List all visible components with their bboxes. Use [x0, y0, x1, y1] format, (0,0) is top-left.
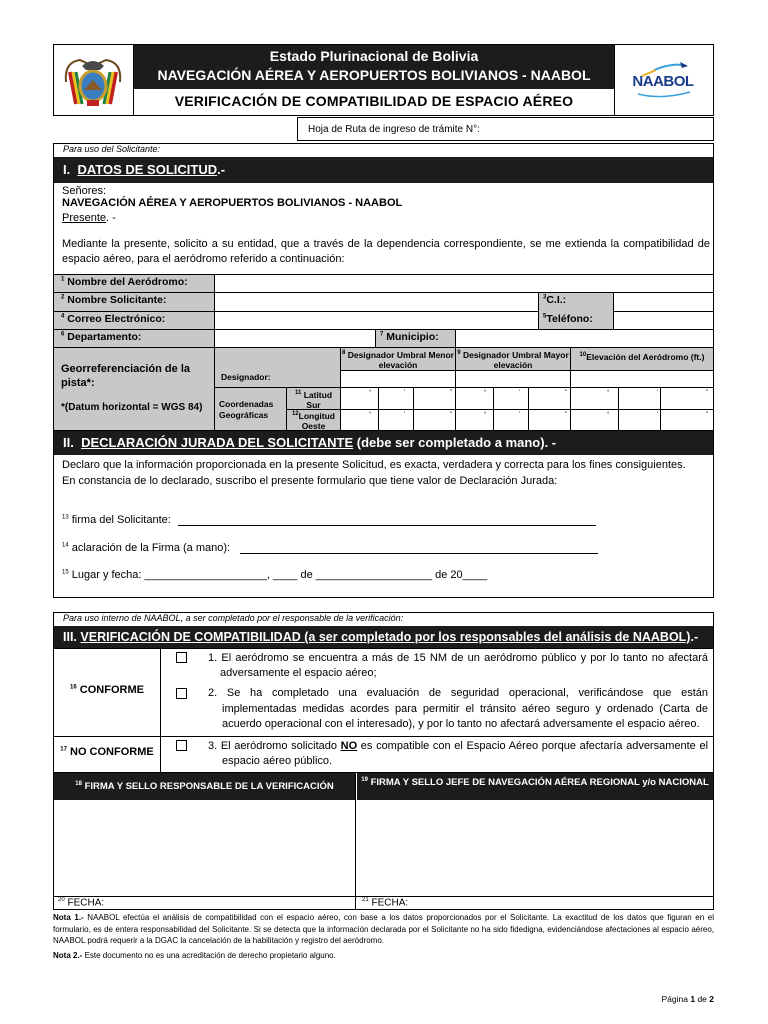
checkbox-item2[interactable] [176, 688, 187, 699]
conforme-label [54, 684, 160, 696]
geo-datum: *(Datum horizontal = WGS 84) [61, 402, 203, 413]
senores: Señores: [62, 185, 107, 197]
departamento-input[interactable] [215, 330, 375, 347]
item3-text [208, 739, 708, 769]
section1-title-suffix: .- [217, 162, 226, 177]
n6: 6 [61, 331, 65, 338]
coat-of-arms-logo [60, 52, 126, 112]
presente: Presente [62, 212, 107, 224]
sec: " [450, 412, 453, 418]
n17: 17 [60, 746, 67, 753]
header-line1: Estado Plurinacional de Bolivia [269, 48, 479, 64]
nota2-label: Nota 2.- [53, 951, 83, 960]
coord-lat-elev[interactable] [571, 388, 713, 409]
item1-text: 1. El aeródromo se encuentra a más de 15 NM de un aeródromo público y por lo tanto no afectará adversamente el espacio aéreo; [208, 652, 708, 679]
firma: firma del Solicitante: [71, 514, 171, 526]
section1-title-row [63, 162, 225, 177]
section2-title-row [63, 435, 556, 450]
fecha2: FECHA: [371, 897, 409, 909]
nota2 [53, 951, 714, 960]
presente-suffix: . - [106, 212, 116, 224]
section2-num: II. [63, 435, 74, 450]
lat: Latitud Sur [303, 389, 333, 410]
f5: Teléfono: [546, 313, 593, 325]
de: de [695, 994, 710, 1004]
mayor: Designador Umbral Mayor elevación [462, 349, 569, 370]
n20: 20 [58, 897, 65, 903]
fecha1-label [58, 897, 104, 908]
n13: 13 [62, 514, 69, 521]
deg: ° [369, 390, 372, 396]
firma-label [62, 514, 171, 526]
f2: Nombre Solicitante: [67, 294, 167, 306]
f7: Municipio: [386, 331, 439, 343]
coord-lat-menor[interactable] [341, 388, 455, 409]
n14: 14 [62, 542, 69, 549]
n2: 2 [61, 294, 65, 301]
n11: 11 [294, 390, 302, 396]
page-footer [600, 994, 714, 1004]
page-title: VERIFICACIÓN DE COMPATIBILIDAD DE ESPACIO AÉREO [174, 93, 574, 109]
coord-lat-mayor[interactable] [456, 388, 570, 409]
telefono-input[interactable] [614, 312, 713, 329]
deg: ° [607, 412, 610, 418]
min: ' [657, 412, 659, 418]
n19: 19 [361, 777, 368, 783]
field-departamento-label [61, 331, 141, 343]
geo-hline-370 [340, 370, 713, 371]
field-ci-label [543, 294, 566, 306]
firma-resp: FIRMA Y SELLO RESPONSABLE DE LA VERIFICACIÓN [84, 781, 334, 793]
section3-num: III. [63, 630, 77, 644]
coord-lon-mayor[interactable] [456, 410, 570, 430]
section1-title: DATOS DE SOLICITUD [77, 162, 218, 177]
geo-coordenadas: Coordenadas Geográficas [219, 399, 274, 420]
verif-vline-160 [160, 648, 161, 772]
n1: 1 [61, 276, 65, 283]
naabol-logo-text: NAABOL [632, 73, 694, 90]
n9: 9 [457, 350, 461, 356]
sec: " [565, 390, 568, 396]
lugar: Lugar y fecha: ____________________, ____ de ___________________ de 20____ [71, 569, 488, 581]
section1-body: Mediante la presente, solicito a su entidad, que a través de la dependencia correspondiente, se me extienda la compatibilidad de espacio aéreo, para el aeródromo referido a continuación: [62, 238, 710, 265]
section1-num: I. [63, 162, 71, 177]
section1-uso: Para uso del Solicitante: [63, 144, 161, 154]
nota1 [53, 912, 714, 947]
lugar-fecha [62, 569, 487, 581]
aerodromo-input[interactable] [215, 275, 713, 292]
section3-title-row [63, 630, 698, 644]
n16: 16 [70, 684, 77, 691]
no-conforme-label [54, 746, 160, 758]
section3-title-suffix: (a ser completado por los responsables del análisis de NAABOL) [304, 630, 691, 644]
presente-row [62, 212, 116, 224]
section2-body1: Declaro que la información proporcionada en la presente Solicitud, es exacta, verdadera y correcta para los fines consiguientes. [62, 459, 686, 471]
section2-body2: En constancia de lo declarado, suscribo el presente formulario que tiene valor de Declaración Jurada: [62, 475, 558, 487]
firma-jefe-area[interactable] [356, 801, 713, 896]
page-total: 2 [709, 994, 714, 1004]
solicitante-input[interactable] [215, 293, 538, 311]
f4: Correo Electrónico: [67, 313, 166, 325]
field-telefono-label [543, 313, 593, 325]
section2-title: DECLARACIÓN JURADA DEL SOLICITANTE [81, 435, 354, 450]
sec: " [706, 412, 709, 418]
ci-vline-a [538, 292, 539, 329]
geo-mayor-header [456, 348, 570, 370]
item3-no: NO [340, 740, 358, 752]
field-correo-label [61, 313, 165, 325]
hoja-ruta-label: Hoja de Ruta de ingreso de trámite N°: [308, 124, 480, 135]
n18: 18 [75, 781, 82, 787]
f3: C.I.: [546, 294, 567, 306]
firma-jefe: FIRMA Y SELLO JEFE DE NAVEGACIÓN AÉREA REGIONAL y/o NACIONAL [370, 777, 709, 789]
coord-div-378 [378, 387, 379, 430]
field-municipio-label [380, 331, 439, 343]
no-conforme: NO CONFORME [70, 746, 154, 758]
n3: 3 [543, 294, 547, 301]
org-name: NAVEGACIÓN AÉREA Y AEROPUERTOS BOLIVIANOS - NAABOL [62, 197, 403, 209]
geo-lat-label [287, 388, 340, 410]
lon: Longitud Oeste [298, 410, 336, 431]
deg: ° [369, 412, 372, 418]
deg: ° [607, 390, 610, 396]
n15: 15 [62, 569, 69, 576]
coord-div-493 [493, 387, 494, 430]
coord-lon-menor[interactable] [341, 410, 455, 430]
geo-menor-header [341, 348, 455, 370]
sec: " [565, 412, 568, 418]
firma-jefe-header [360, 774, 710, 789]
n8: 8 [342, 350, 346, 356]
nota1-text: NAABOL efectúa el análisis de compatibilidad con el espacio aéreo, con base a los datos proporcionados por el Solicitante. La exactitud de los datos que figuran en el formulario, es de entera responsabilidad del Solicitante. Si se detecta que la información declarada por el Solicitante no ha sido fidedigna, evidenciándose afectaciones al espacio aéreo, NAABOL podrá requerir a la DGAC la cancelación de la habilitación y registro del aeródromo. [53, 913, 714, 945]
item3-a: 3. El aeródromo solicitado [208, 740, 341, 752]
field-solicitante-label [61, 294, 166, 306]
firma-resp-area[interactable] [54, 801, 355, 896]
geo-designador: Designador: [221, 372, 271, 382]
section3-title: VERIFICACIÓN DE COMPATIBILIDAD [80, 630, 301, 644]
sec: " [706, 390, 709, 396]
min: ' [657, 390, 659, 396]
correo-input[interactable] [215, 312, 538, 329]
verif-hline-736 [54, 736, 713, 737]
coord-div-660 [660, 387, 661, 430]
menor: Designador Umbral Menor elevación [347, 349, 454, 370]
item2-text: 2. Se ha completado una evaluación de seguridad operacional, verificándose que están implementadas medidas acordes para permitir el tránsito aéreo seguro y ordenado (Carta de acuerdo operacional con el interesado), y por lo tanto no afectará adversamente el espacio aéreo. [208, 687, 708, 730]
firma-line[interactable] [178, 525, 596, 526]
n7: 7 [380, 331, 384, 338]
ci-input[interactable] [614, 293, 713, 311]
f6: Departamento: [67, 331, 142, 343]
n12: 12 [291, 411, 299, 417]
min: ' [404, 412, 406, 418]
firma-resp-header [54, 781, 355, 792]
aclaracion-label [62, 542, 230, 554]
geo-vline-214 [214, 347, 215, 430]
n4: 4 [61, 313, 65, 320]
header-line2: NAVEGACIÓN AÉREA Y AEROPUERTOS BOLIVIANOS - NAABOL [157, 67, 591, 83]
section3-title-end: .- [690, 630, 699, 644]
f1: Nombre del Aeródromo: [67, 276, 188, 288]
item3-b: es compatible con el Espacio Aéreo porque afectaría adversamente el espacio aéreo público. [222, 740, 709, 767]
sec: " [450, 390, 453, 396]
checkbox-item3[interactable] [176, 740, 187, 751]
pagina: Página [661, 994, 691, 1004]
aclaracion: aclaración de la Firma (a mano): [71, 542, 231, 554]
field-aerodromo-label [61, 276, 188, 288]
nota2-text: Este documento no es una acreditación de derecho propietario alguno. [82, 951, 336, 960]
deg: ° [484, 412, 487, 418]
min: ' [404, 390, 406, 396]
firma-vline-356-white [356, 773, 357, 800]
coord-lon-elev[interactable] [571, 410, 713, 430]
fecha2-label [362, 897, 408, 908]
verif-hline-648 [54, 648, 713, 649]
aclaracion-line[interactable] [240, 553, 598, 554]
geo-title: Georreferenciación de la pista*: [61, 363, 190, 389]
municipio-vline-a [375, 329, 376, 347]
geo-lon-label [287, 409, 340, 431]
coord-div-618 [618, 387, 619, 430]
section2-title-suffix: (debe ser completado a mano). - [356, 435, 557, 450]
deg: ° [484, 390, 487, 396]
coord-div-413 [413, 387, 414, 430]
n5: 5 [543, 313, 547, 320]
min: ' [519, 390, 521, 396]
n21: 21 [362, 897, 369, 903]
min: ' [519, 412, 521, 418]
elev: Elevación del Aeródromo (ft.) [586, 352, 705, 362]
n10: 10 [579, 352, 587, 359]
header-divider-right [614, 44, 615, 116]
section3-uso: Para uso interno de NAABOL, a ser completado por el responsable de la verificación: [63, 613, 404, 623]
checkbox-item1[interactable] [176, 652, 187, 663]
conforme: CONFORME [79, 684, 144, 696]
coord-div-528 [528, 387, 529, 430]
geo-elev-header [571, 352, 713, 362]
page-num: 1 [690, 994, 696, 1004]
municipio-input[interactable] [456, 330, 713, 347]
fecha1: FECHA: [67, 897, 105, 909]
nota1-label: Nota 1.- [53, 913, 84, 922]
